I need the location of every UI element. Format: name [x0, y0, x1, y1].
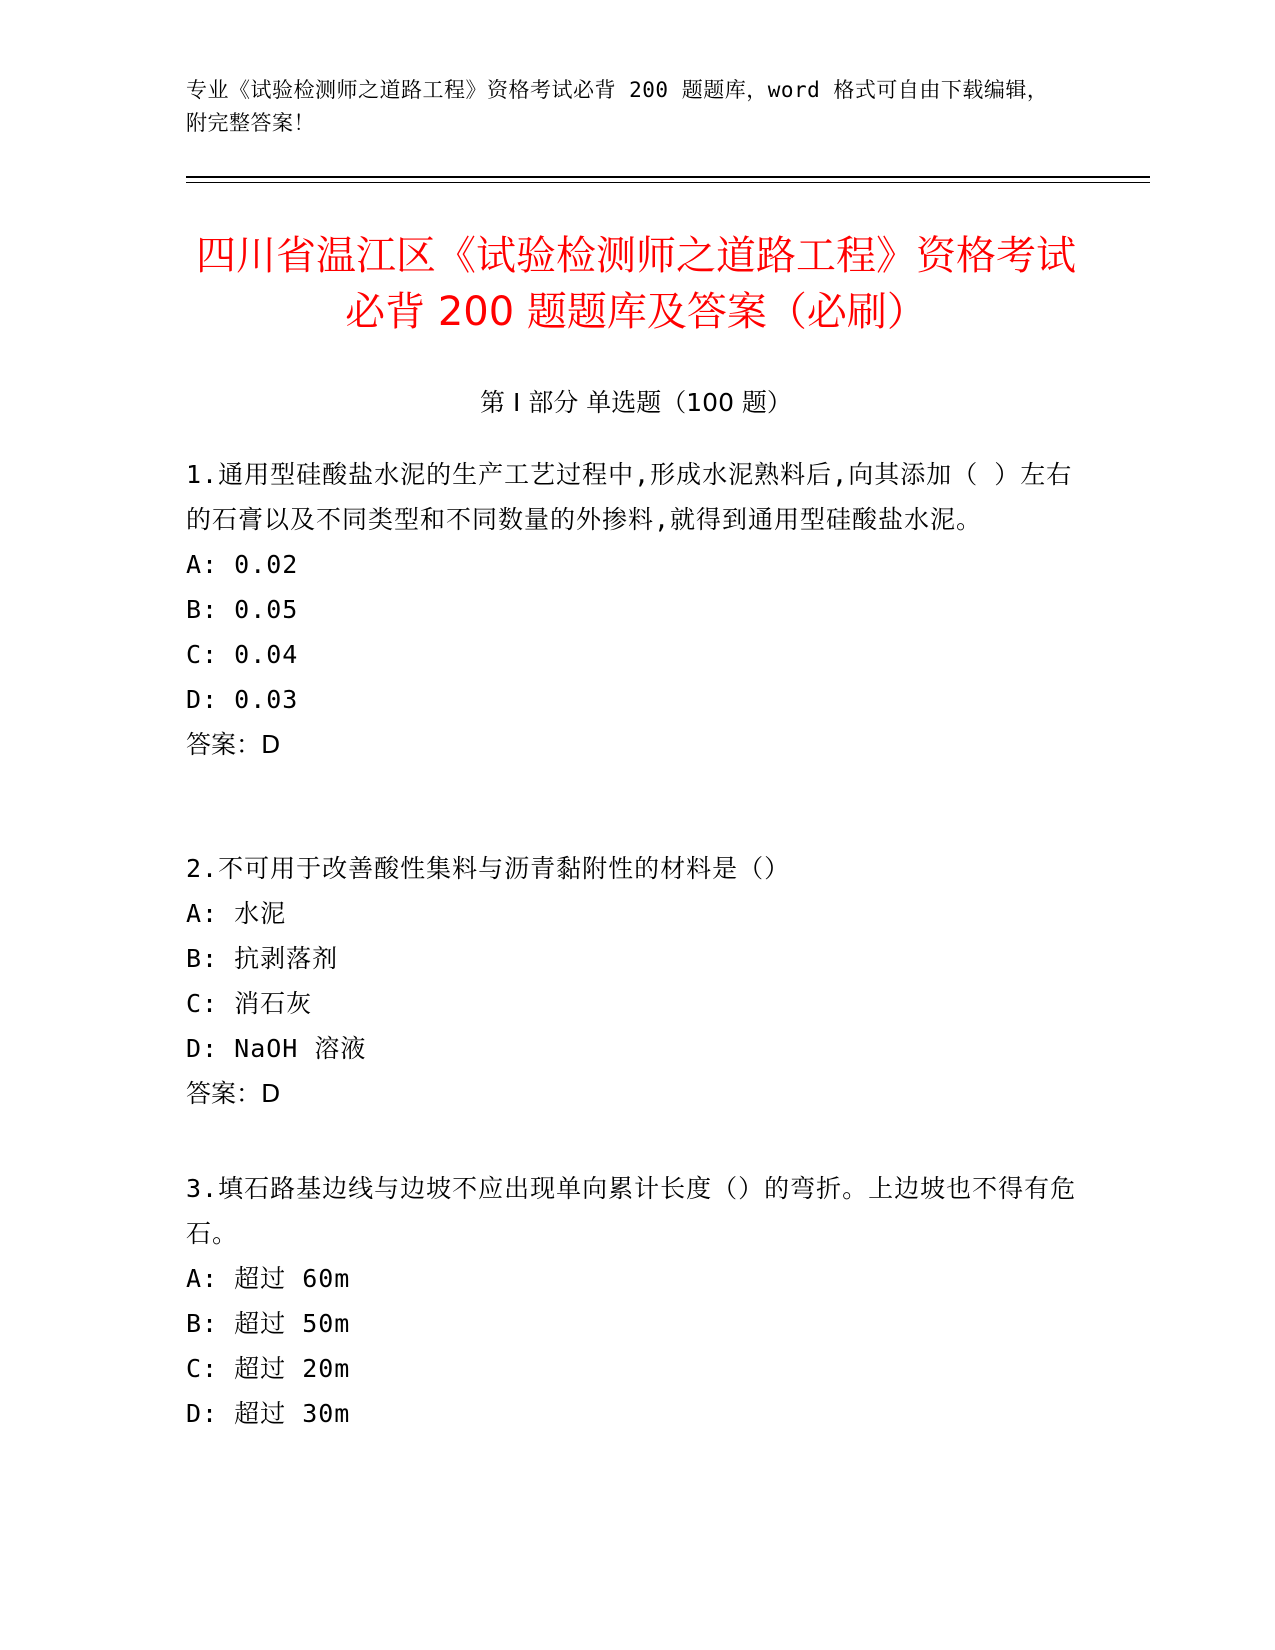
question-3 [186, 1166, 1086, 1436]
option-d: D: 0.03 [186, 685, 299, 714]
option-a: A: 超过 60m [186, 1264, 351, 1293]
question-1 [186, 452, 1086, 767]
option-d: D: 超过 30m [186, 1399, 351, 1428]
answer: 答案：D [186, 1079, 281, 1108]
header-note: 专业《试验检测师之道路工程》资格考试必背 200 题题库，word 格式可自由下载编辑，附完整答案！ [186, 78, 1049, 135]
option-c: C: 消石灰 [186, 989, 313, 1018]
option-b: B: 超过 50m [186, 1309, 351, 1338]
option-c: C: 0.04 [186, 640, 299, 669]
option-c: C: 超过 20m [186, 1354, 351, 1383]
section-title: 第 I 部分 单选题（100 题） [480, 388, 792, 417]
question-stem: 1.通用型硅酸盐水泥的生产工艺过程中,形成水泥熟料后,向其添加（ ）左右的石膏以及不同类型和不同数量的外掺料,就得到通用型硅酸盐水泥。 [186, 460, 1073, 534]
question-stem: 2.不可用于改善酸性集料与沥青黏附性的材料是（） [186, 854, 791, 883]
option-d: D: NaOH 溶液 [186, 1034, 367, 1063]
question-stem: 3.填石路基边线与边坡不应出现单向累计长度（）的弯折。上边坡也不得有危石。 [186, 1174, 1077, 1248]
question-2 [186, 846, 1086, 1116]
option-a: A: 0.02 [186, 550, 299, 579]
answer: 答案：D [186, 730, 281, 759]
header-rule-thin [186, 182, 1150, 183]
option-b: B: 抗剥落剂 [186, 944, 339, 973]
document-title: 四川省温江区《试验检测师之道路工程》资格考试必背 200 题题库及答案（必刷） [196, 233, 1076, 335]
header-rule-thick [186, 176, 1150, 178]
option-b: B: 0.05 [186, 595, 299, 624]
option-a: A: 水泥 [186, 899, 287, 928]
